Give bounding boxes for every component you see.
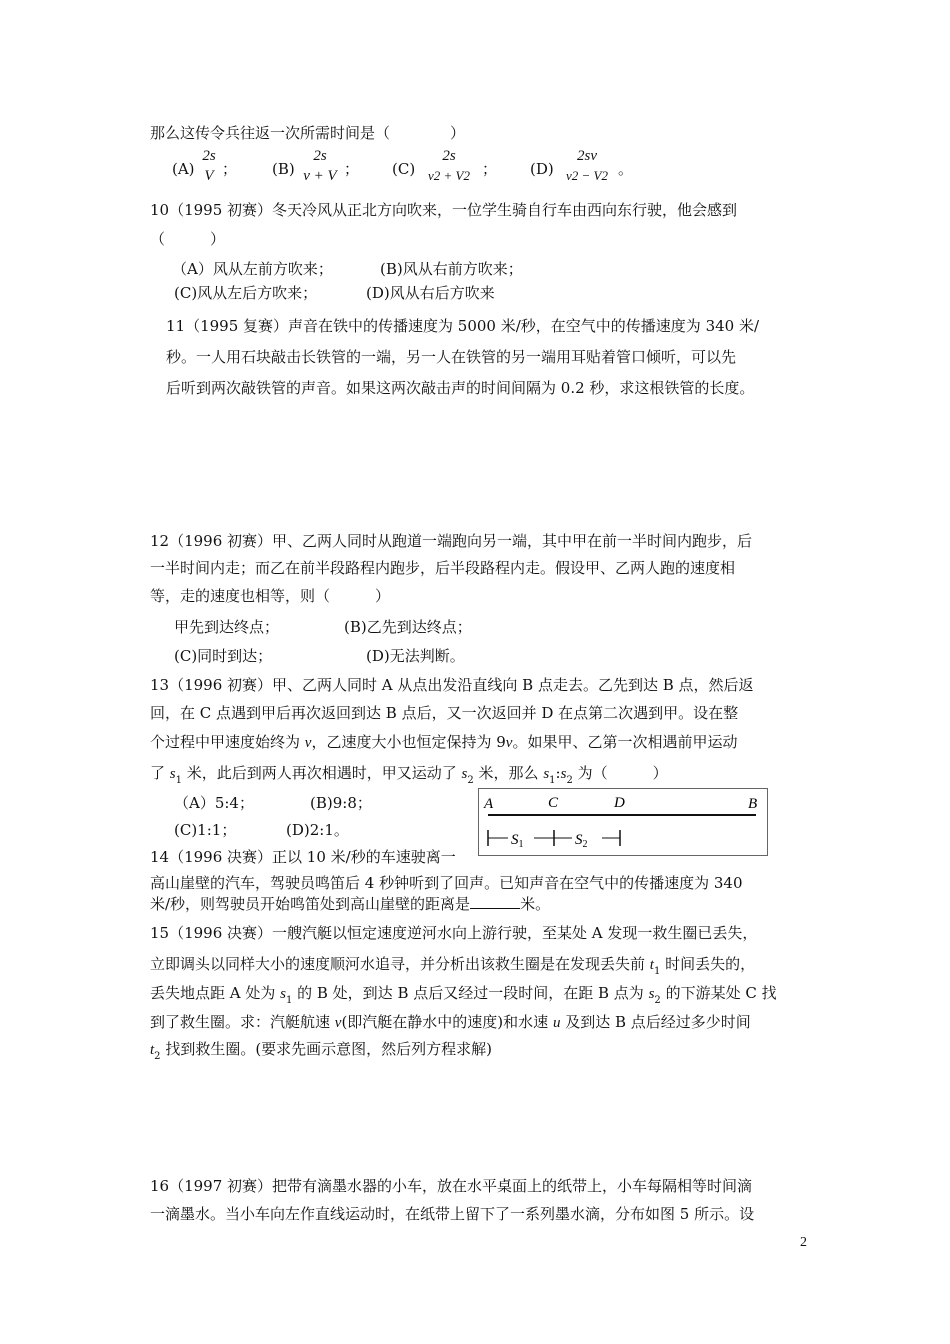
q15-line-2: 立即调头以同样大小的速度顺河水追寻，并分析出该救生圈是在发现丢失前 $t_1$ 时间丢失的， xyxy=(150,955,756,977)
q14-answer-blank[interactable] xyxy=(470,894,520,909)
figure-label-s1: $S_1$ xyxy=(511,832,524,850)
q16-line-2: 一滴墨水。当小车向左作直线运动时，在纸带上留下了一系列墨水滴，分布如图 5 所示。设 xyxy=(150,1205,755,1223)
q9-option-b-label: (B) xyxy=(272,160,295,178)
q14-line-3: 米/秒，则驾驶员开始鸣笛处到高山崖壁的距离是 米。 xyxy=(150,895,551,913)
q9-option-c-label: (C) xyxy=(392,160,416,178)
q10-option-c: (C)风从左后方吹来； xyxy=(174,284,318,302)
q14-line-2: 高山崖壁的汽车，驾驶员鸣笛后 4 秒钟听到了回声。已知声音在空气中的传播速度为 340 xyxy=(150,874,743,892)
q13-option-d: (D)2:1。 xyxy=(286,821,349,839)
q9-option-a-fraction xyxy=(198,146,220,186)
q9-option-a-denominator: V xyxy=(204,168,214,184)
figure-point-b: B xyxy=(748,796,758,812)
q12-option-b: (B)乙先到达终点； xyxy=(344,618,472,636)
q12-line-1: 12（1996 初赛）甲、乙两人同时从跑道一端跑向另一端，其中甲在前一半时间内跑步，后 xyxy=(150,532,753,550)
q9-option-b-denominator: v + V xyxy=(303,168,337,184)
q11-line-3: 后听到两次敲铁管的声音。如果这两次敲击声的时间间隔为 0.2 秒，求这根铁管的长度。 xyxy=(166,379,755,397)
q9-option-a-label: (A) xyxy=(172,160,195,178)
q15-line-5: $t_2$ 找到救生圈。(要求先画示意图，然后列方程求解) xyxy=(150,1040,493,1062)
q10-option-d: (D)风从右后方吹来 xyxy=(366,284,495,302)
figure-label-s2: $S_2$ xyxy=(575,832,588,850)
q9-option-a-numerator: 2s xyxy=(202,148,216,164)
q10-option-a: （A）风从左前方吹来； xyxy=(172,260,333,278)
q10-line-2: （ ） xyxy=(150,230,226,248)
q10-line-1: 10（1995 初赛）冬天冷风从正北方向吹来，一位学生骑自行车由西向东行驶，他会感到 xyxy=(150,201,738,219)
q12-line-2: 一半时间内走；而乙在前半段路程内跑步，后半段路程内走。假设甲、乙两人跑的速度相 xyxy=(150,559,736,577)
q9-option-d-fraction xyxy=(556,146,618,186)
q9-stem: 那么这传令兵往返一次所需时间是（ ） xyxy=(150,124,466,142)
q13-line-4: 了 $s_1$ 米，此后到两人再次相遇时，甲又运动了 $s_2$ 米，那么 $s_1:s_2$ 为（ ） xyxy=(150,764,668,786)
q13-figure xyxy=(478,788,768,856)
q9-option-c-denominator: v2 + V2 xyxy=(428,168,470,183)
q15-line-3: 丢失地点距 A 处为 $s_1$ 的 B 处，到达 B 点后又经过一段时间，在距 B 点为 $s_2$ 的下游某处 C 找 xyxy=(150,984,777,1006)
q11-line-2: 秒。一人用石块敲击长铁管的一端，另一人在铁管的另一端用耳贴着管口倾听，可以先 xyxy=(166,348,737,366)
q13-option-c: (C)1:1； xyxy=(174,821,237,839)
q11-line-1: 11（1995 复赛）声音在铁中的传播速度为 5000 米/秒，在空气中的传播速度为 340 米/ xyxy=(166,317,760,335)
q15-line-1: 15（1996 决赛）一艘汽艇以恒定速度逆河水向上游行驶，至某处 A 发现一救生圈已丢失， xyxy=(150,924,758,942)
figure-point-d: D xyxy=(614,795,625,811)
q12-option-d: (D)无法判断。 xyxy=(366,647,465,665)
q9-option-d-denominator: v2 − V2 xyxy=(566,168,608,183)
q9-option-b-end: ； xyxy=(344,160,360,178)
q9-option-c-numerator: 2s xyxy=(442,148,456,164)
page-number: 2 xyxy=(800,1235,807,1250)
q16-line-1: 16（1997 初赛）把带有滴墨水器的小车，放在水平桌面上的纸带上，小车每隔相等时间滴 xyxy=(150,1177,753,1195)
q9-option-d-numerator: 2sv xyxy=(577,148,597,164)
q9-option-b-numerator: 2s xyxy=(313,148,327,164)
q15-line-4: 到了救生圈。求：汽艇航速 v(即汽艇在静水中的速度)和水速 u 及到达 B 点后经过多少时间 xyxy=(150,1013,751,1031)
q9-option-d-end: 。 xyxy=(618,160,634,178)
q12-option-c: (C)同时到达； xyxy=(174,647,273,665)
q9-option-c-end: ； xyxy=(482,160,498,178)
q9-option-b-fraction xyxy=(298,146,342,186)
q13-option-b: (B)9:8； xyxy=(310,794,372,812)
figure-point-c: C xyxy=(548,795,559,811)
q13-line-3: 个过程中甲速度始终为 v，乙速度大小也恒定保持为 9v。如果甲、乙第一次相遇前甲运动 xyxy=(150,733,738,751)
q13-line-1: 13（1996 初赛）甲、乙两人同时 A 从点出发沿直线向 B 点走去。乙先到达 B 点，然后返 xyxy=(150,676,754,694)
q13-option-a: （A）5:4； xyxy=(174,794,254,812)
q9-option-d-label: (D) xyxy=(530,160,554,178)
q9-option-c-fraction xyxy=(418,146,480,186)
figure-point-a: A xyxy=(484,796,494,812)
q14-line-1: 14（1996 决赛）正以 10 米/秒的车速驶离一 xyxy=(150,848,456,866)
q9-option-a-end: ； xyxy=(222,160,238,178)
q13-line-2: 回，在 C 点遇到甲后再次返回到达 B 点后，又一次返回并 D 在点第二次遇到甲。设在整 xyxy=(150,704,739,722)
q10-option-b: (B)风从右前方吹来； xyxy=(380,260,523,278)
q12-line-3: 等，走的速度也相等，则（ ） xyxy=(150,587,391,605)
q12-option-a: 甲先到达终点； xyxy=(174,618,280,636)
